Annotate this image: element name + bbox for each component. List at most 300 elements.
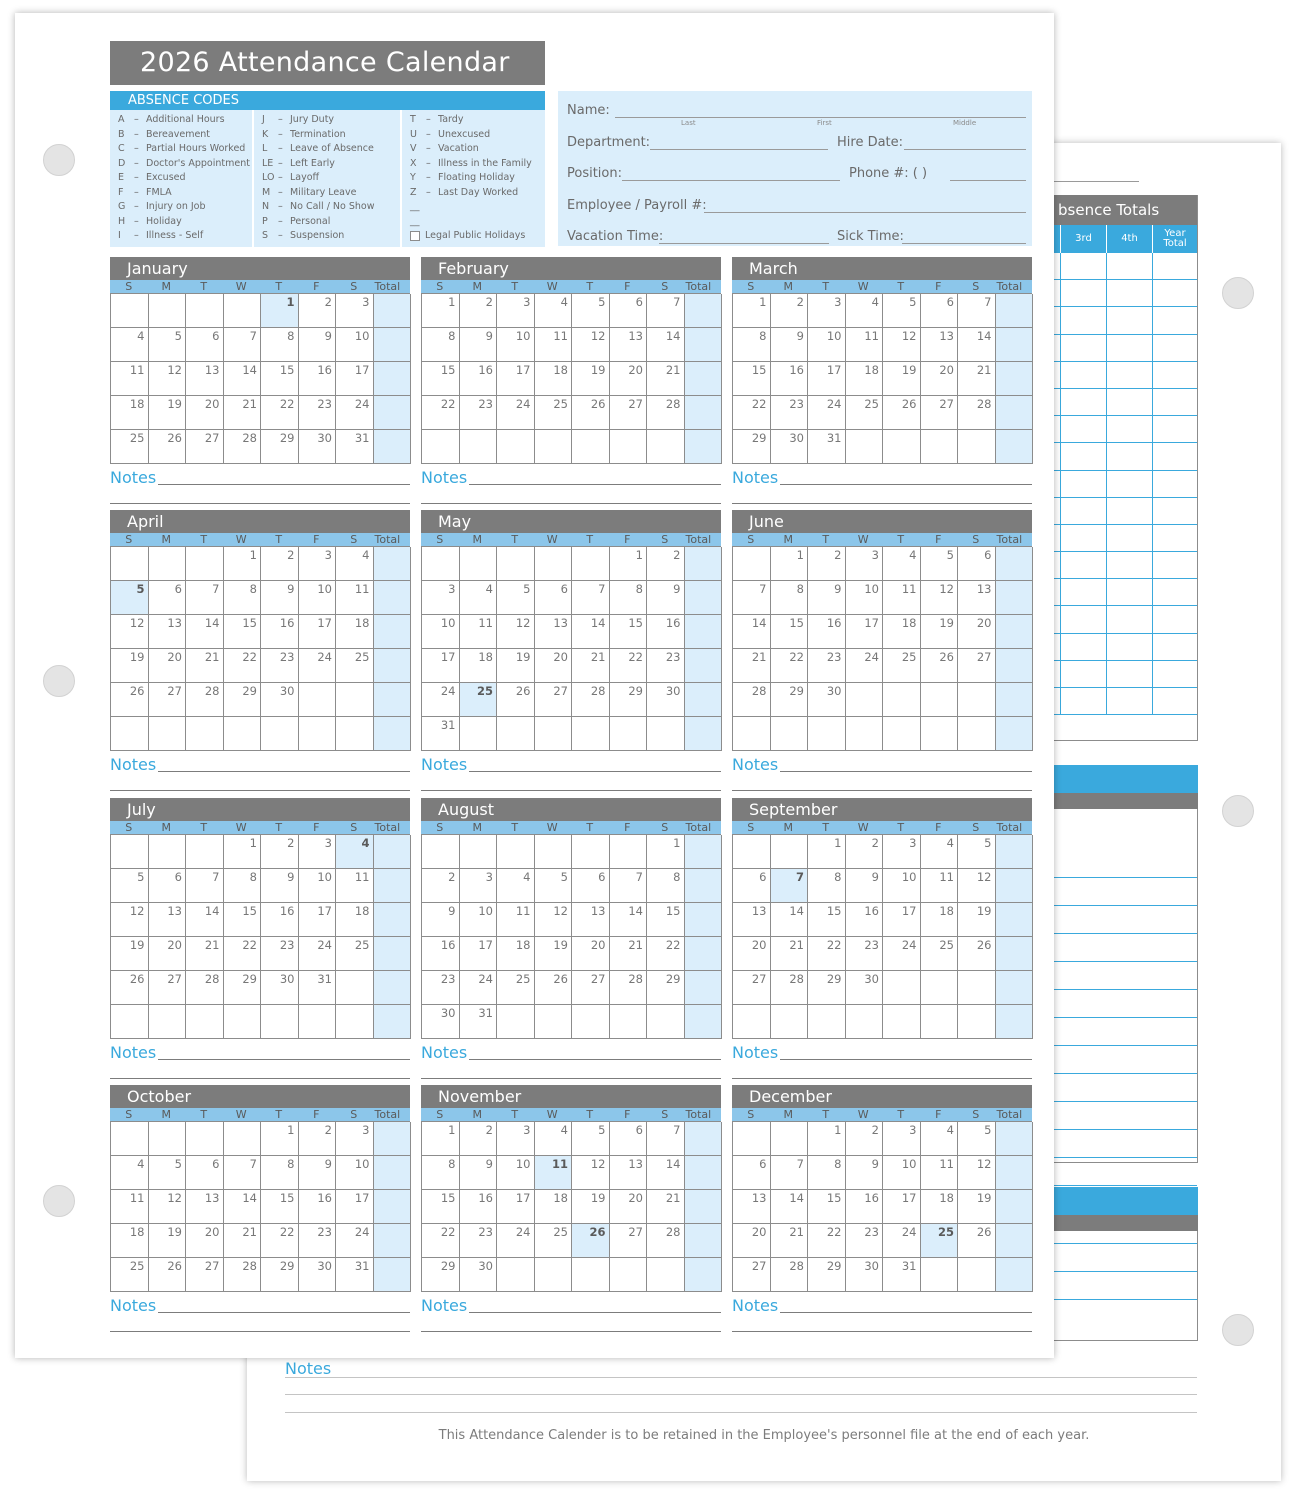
day-cell[interactable]: 2 [846,835,884,869]
empty-day-cell[interactable] [647,430,685,464]
day-cell[interactable]: 26 [921,649,959,683]
day-cell[interactable]: 4 [497,869,535,903]
empty-day-cell[interactable] [111,1005,149,1039]
day-cell[interactable]: 4 [111,1156,149,1190]
day-cell[interactable]: 4 [535,294,573,328]
day-cell[interactable]: 6 [610,294,648,328]
week-total-cell[interactable] [374,869,412,903]
day-cell[interactable]: 1 [261,1122,299,1156]
day-cell[interactable]: 11 [921,869,959,903]
week-total-cell[interactable] [685,1190,723,1224]
day-cell[interactable]: 28 [771,1258,809,1292]
empty-day-cell[interactable] [958,1258,996,1292]
day-cell[interactable]: 21 [186,937,224,971]
day-cell[interactable]: 19 [149,1224,187,1258]
day-cell[interactable]: 15 [261,1190,299,1224]
week-total-cell[interactable] [996,1224,1034,1258]
day-cell[interactable]: 13 [610,328,648,362]
empty-day-cell[interactable] [149,1122,187,1156]
day-cell[interactable]: 1 [647,835,685,869]
day-cell[interactable]: 23 [460,396,498,430]
day-cell[interactable]: 29 [224,683,262,717]
day-cell[interactable]: 6 [572,869,610,903]
empty-day-cell[interactable] [958,430,996,464]
totals-cell[interactable] [1060,416,1106,442]
day-cell[interactable]: 12 [149,1190,187,1224]
day-cell[interactable]: 22 [808,1224,846,1258]
day-cell[interactable]: 26 [111,683,149,717]
payroll-field[interactable] [704,212,1026,213]
day-cell[interactable]: 16 [422,937,460,971]
day-cell[interactable]: 24 [497,1224,535,1258]
day-cell[interactable]: 15 [808,1190,846,1224]
day-cell[interactable]: 14 [572,615,610,649]
day-cell[interactable]: 11 [336,581,374,615]
day-cell[interactable]: 22 [224,937,262,971]
totals-cell[interactable] [1106,335,1152,361]
empty-day-cell[interactable] [224,717,262,751]
day-cell[interactable]: 13 [733,1190,771,1224]
day-cell[interactable]: 17 [460,937,498,971]
day-cell[interactable]: 10 [808,328,846,362]
day-cell[interactable]: 21 [771,1224,809,1258]
day-cell[interactable]: 27 [535,683,573,717]
totals-cell[interactable] [1060,498,1106,524]
empty-day-cell[interactable] [111,547,149,581]
day-cell[interactable]: 21 [958,362,996,396]
week-total-cell[interactable] [374,683,412,717]
totals-cell[interactable] [1152,307,1197,333]
empty-day-cell[interactable] [497,430,535,464]
notes-line[interactable] [732,790,1032,791]
day-cell[interactable]: 20 [733,1224,771,1258]
week-total-cell[interactable] [685,835,723,869]
day-cell[interactable]: 12 [111,903,149,937]
day-cell[interactable]: 2 [846,1122,884,1156]
week-total-cell[interactable] [996,683,1034,717]
week-total-cell[interactable] [996,1122,1034,1156]
day-cell[interactable]: 27 [149,971,187,1005]
empty-day-cell[interactable] [149,1005,187,1039]
day-cell[interactable]: 20 [921,362,959,396]
day-cell[interactable]: 3 [883,835,921,869]
day-cell[interactable]: 3 [299,547,337,581]
week-total-cell[interactable] [996,547,1034,581]
day-cell[interactable]: 1 [733,294,771,328]
day-cell[interactable]: 25 [336,649,374,683]
empty-day-cell[interactable] [647,1005,685,1039]
day-cell[interactable]: 4 [535,1122,573,1156]
day-cell[interactable]: 18 [535,362,573,396]
day-cell[interactable]: 15 [610,615,648,649]
day-cell[interactable]: 29 [808,971,846,1005]
empty-day-cell[interactable] [771,1122,809,1156]
notes-line[interactable] [110,503,410,504]
notes-line[interactable] [110,1078,410,1079]
day-cell[interactable]: 8 [808,869,846,903]
week-total-cell[interactable] [374,1190,412,1224]
day-cell[interactable]: 26 [958,1224,996,1258]
day-cell[interactable]: 24 [299,937,337,971]
empty-day-cell[interactable] [422,547,460,581]
day-cell[interactable]: 22 [733,396,771,430]
day-cell[interactable]: 8 [647,869,685,903]
day-cell[interactable]: 17 [336,1190,374,1224]
empty-day-cell[interactable] [883,717,921,751]
day-cell[interactable]: 15 [771,615,809,649]
day-cell[interactable]: 9 [647,581,685,615]
day-cell[interactable]: 8 [808,1156,846,1190]
totals-cell[interactable] [1106,389,1152,415]
day-cell[interactable]: 20 [535,649,573,683]
day-cell[interactable]: 22 [771,649,809,683]
empty-day-cell[interactable] [572,717,610,751]
day-cell[interactable]: 2 [647,547,685,581]
day-cell[interactable]: 1 [422,1122,460,1156]
day-cell[interactable]: 30 [647,683,685,717]
week-total-cell[interactable] [685,869,723,903]
day-cell[interactable]: 16 [460,362,498,396]
totals-cell[interactable] [1152,579,1197,605]
day-cell[interactable]: 11 [497,903,535,937]
day-cell[interactable]: 28 [186,683,224,717]
day-cell[interactable]: 10 [299,581,337,615]
empty-day-cell[interactable] [921,1005,959,1039]
day-cell[interactable]: 7 [647,1122,685,1156]
totals-cell[interactable] [1152,389,1197,415]
day-cell[interactable]: 24 [497,396,535,430]
day-cell[interactable]: 28 [647,1224,685,1258]
day-cell[interactable]: 27 [733,971,771,1005]
day-cell[interactable]: 3 [497,294,535,328]
day-cell[interactable]: 15 [808,903,846,937]
day-cell[interactable]: 29 [733,430,771,464]
empty-day-cell[interactable] [921,430,959,464]
day-cell[interactable]: 10 [422,615,460,649]
day-cell[interactable]: 30 [771,430,809,464]
day-cell[interactable]: 31 [336,430,374,464]
totals-cell[interactable] [1106,525,1152,551]
totals-cell[interactable] [1060,280,1106,306]
day-cell[interactable]: 10 [846,581,884,615]
day-cell[interactable]: 31 [883,1258,921,1292]
day-cell[interactable]: 15 [261,362,299,396]
day-cell[interactable]: 20 [186,1224,224,1258]
week-total-cell[interactable] [996,971,1034,1005]
week-total-cell[interactable] [374,717,412,751]
day-cell[interactable]: 18 [846,362,884,396]
day-cell[interactable]: 16 [299,362,337,396]
week-total-cell[interactable] [685,615,723,649]
notes-line[interactable] [780,1059,1032,1060]
empty-day-cell[interactable] [883,1005,921,1039]
empty-day-cell[interactable] [497,717,535,751]
totals-cell[interactable] [1106,606,1152,632]
day-cell[interactable]: 31 [808,430,846,464]
day-cell[interactable]: 3 [497,1122,535,1156]
day-cell[interactable]: 7 [572,581,610,615]
day-cell[interactable]: 3 [422,581,460,615]
empty-day-cell[interactable] [572,430,610,464]
day-cell[interactable]: 5 [535,869,573,903]
empty-day-cell[interactable] [535,430,573,464]
totals-cell[interactable] [1152,471,1197,497]
totals-cell[interactable] [1060,661,1106,687]
day-cell[interactable]: 5 [572,1122,610,1156]
day-cell[interactable]: 25 [497,971,535,1005]
notes-line[interactable] [780,771,1032,772]
day-cell[interactable]: 10 [883,869,921,903]
day-cell[interactable]: 29 [261,430,299,464]
notes-line[interactable] [421,1331,721,1332]
day-cell[interactable]: 23 [299,396,337,430]
day-cell[interactable]: 20 [610,1190,648,1224]
day-cell[interactable]: 3 [299,835,337,869]
day-cell[interactable]: 31 [460,1005,498,1039]
week-total-cell[interactable] [374,1005,412,1039]
day-cell[interactable]: 23 [299,1224,337,1258]
day-cell[interactable]: 30 [846,971,884,1005]
day-cell[interactable]: 8 [733,328,771,362]
day-cell[interactable]: 17 [497,362,535,396]
week-total-cell[interactable] [685,547,723,581]
empty-day-cell[interactable] [958,717,996,751]
day-cell[interactable]: 19 [572,362,610,396]
totals-cell[interactable] [1060,389,1106,415]
day-cell[interactable]: 2 [808,547,846,581]
day-cell[interactable]: 28 [186,971,224,1005]
week-total-cell[interactable] [685,1258,723,1292]
day-cell[interactable]: 24 [846,649,884,683]
empty-day-cell[interactable] [224,294,262,328]
empty-day-cell[interactable] [111,835,149,869]
totals-cell[interactable] [1060,471,1106,497]
day-cell[interactable]: 29 [771,683,809,717]
day-cell[interactable]: 23 [422,971,460,1005]
week-total-cell[interactable] [996,362,1034,396]
day-cell[interactable]: 21 [647,362,685,396]
day-cell[interactable]: 14 [224,1190,262,1224]
day-cell[interactable]: 16 [261,903,299,937]
day-cell[interactable]: 17 [883,1190,921,1224]
empty-day-cell[interactable] [610,1005,648,1039]
week-total-cell[interactable] [685,937,723,971]
day-cell[interactable]: 9 [299,1156,337,1190]
day-cell[interactable]: 30 [299,1258,337,1292]
day-cell[interactable]: 10 [336,328,374,362]
empty-day-cell[interactable] [846,683,884,717]
week-total-cell[interactable] [374,328,412,362]
day-cell[interactable]: 11 [535,328,573,362]
day-cell[interactable]: 29 [224,971,262,1005]
week-total-cell[interactable] [996,328,1034,362]
day-cell[interactable]: 7 [186,869,224,903]
day-cell[interactable]: 18 [497,937,535,971]
day-cell[interactable]: 25 [535,1224,573,1258]
totals-cell[interactable] [1106,661,1152,687]
day-cell[interactable]: 19 [572,1190,610,1224]
empty-day-cell[interactable] [535,835,573,869]
day-cell[interactable]: 28 [610,971,648,1005]
totals-cell[interactable] [1152,443,1197,469]
day-cell[interactable]: 7 [186,581,224,615]
notes-line[interactable] [421,790,721,791]
day-cell[interactable]: 26 [497,683,535,717]
totals-cell[interactable] [1060,362,1106,388]
day-cell[interactable]: 29 [808,1258,846,1292]
day-cell[interactable]: 9 [846,1156,884,1190]
day-cell[interactable]: 23 [261,649,299,683]
holiday-day-cell[interactable]: 1 [261,294,299,328]
totals-cell[interactable] [1152,525,1197,551]
week-total-cell[interactable] [374,294,412,328]
day-cell[interactable]: 8 [224,581,262,615]
week-total-cell[interactable] [374,903,412,937]
day-cell[interactable]: 20 [149,649,187,683]
day-cell[interactable]: 16 [846,903,884,937]
day-cell[interactable]: 27 [610,396,648,430]
empty-day-cell[interactable] [958,1005,996,1039]
day-cell[interactable]: 8 [422,328,460,362]
day-cell[interactable]: 22 [261,1224,299,1258]
day-cell[interactable]: 23 [808,649,846,683]
empty-day-cell[interactable] [186,547,224,581]
week-total-cell[interactable] [996,615,1034,649]
day-cell[interactable]: 13 [186,1190,224,1224]
day-cell[interactable]: 24 [336,396,374,430]
empty-day-cell[interactable] [572,1005,610,1039]
day-cell[interactable]: 14 [647,328,685,362]
empty-day-cell[interactable] [299,683,337,717]
day-cell[interactable]: 13 [572,903,610,937]
day-cell[interactable]: 22 [422,396,460,430]
day-cell[interactable]: 12 [883,328,921,362]
week-total-cell[interactable] [374,430,412,464]
day-cell[interactable]: 17 [883,903,921,937]
day-cell[interactable]: 18 [921,903,959,937]
empty-day-cell[interactable] [771,717,809,751]
totals-cell[interactable] [1152,661,1197,687]
empty-day-cell[interactable] [883,430,921,464]
day-cell[interactable]: 31 [422,717,460,751]
day-cell[interactable]: 2 [299,294,337,328]
notes-line[interactable] [780,484,1032,485]
day-cell[interactable]: 15 [647,903,685,937]
day-cell[interactable]: 10 [460,903,498,937]
day-cell[interactable]: 25 [846,396,884,430]
empty-day-cell[interactable] [186,1122,224,1156]
day-cell[interactable]: 4 [921,1122,959,1156]
totals-cell[interactable] [1060,307,1106,333]
day-cell[interactable]: 28 [733,683,771,717]
day-cell[interactable]: 15 [422,362,460,396]
empty-day-cell[interactable] [572,547,610,581]
day-cell[interactable]: 1 [808,1122,846,1156]
day-cell[interactable]: 30 [261,971,299,1005]
week-total-cell[interactable] [996,717,1034,751]
totals-cell[interactable] [1106,634,1152,660]
day-cell[interactable]: 23 [846,1224,884,1258]
day-cell[interactable]: 16 [771,362,809,396]
day-cell[interactable]: 6 [921,294,959,328]
day-cell[interactable]: 10 [299,869,337,903]
day-cell[interactable]: 8 [261,1156,299,1190]
notes-line[interactable] [732,503,1032,504]
day-cell[interactable]: 30 [846,1258,884,1292]
day-cell[interactable]: 9 [261,869,299,903]
week-total-cell[interactable] [996,937,1034,971]
day-cell[interactable]: 21 [733,649,771,683]
empty-day-cell[interactable] [846,430,884,464]
week-total-cell[interactable] [996,649,1034,683]
day-cell[interactable]: 6 [186,328,224,362]
empty-day-cell[interactable] [808,717,846,751]
totals-cell[interactable] [1152,688,1197,714]
week-total-cell[interactable] [996,835,1034,869]
day-cell[interactable]: 24 [460,971,498,1005]
position-field[interactable] [622,180,840,181]
empty-day-cell[interactable] [224,1005,262,1039]
day-cell[interactable]: 9 [299,328,337,362]
day-cell[interactable]: 22 [224,649,262,683]
day-cell[interactable]: 21 [224,1224,262,1258]
day-cell[interactable]: 16 [460,1190,498,1224]
totals-cell[interactable] [1106,443,1152,469]
empty-day-cell[interactable] [846,1005,884,1039]
week-total-cell[interactable] [685,396,723,430]
week-total-cell[interactable] [996,1156,1034,1190]
totals-cell[interactable] [1106,253,1152,279]
week-total-cell[interactable] [685,649,723,683]
day-cell[interactable]: 20 [610,362,648,396]
notes-line[interactable] [780,1312,1032,1313]
empty-day-cell[interactable] [733,717,771,751]
day-cell[interactable]: 3 [336,294,374,328]
notes-line[interactable] [469,1059,721,1060]
notes-line[interactable] [110,790,410,791]
day-cell[interactable]: 18 [921,1190,959,1224]
day-cell[interactable]: 22 [422,1224,460,1258]
day-cell[interactable]: 14 [771,1190,809,1224]
week-total-cell[interactable] [996,1005,1034,1039]
day-cell[interactable]: 2 [261,547,299,581]
empty-day-cell[interactable] [149,835,187,869]
day-cell[interactable]: 11 [111,362,149,396]
week-total-cell[interactable] [374,1122,412,1156]
day-cell[interactable]: 11 [460,615,498,649]
day-cell[interactable]: 9 [460,328,498,362]
notes-line[interactable] [732,1331,1032,1332]
week-total-cell[interactable] [685,294,723,328]
day-cell[interactable]: 26 [572,396,610,430]
day-cell[interactable]: 23 [261,937,299,971]
day-cell[interactable]: 15 [224,903,262,937]
day-cell[interactable]: 12 [497,615,535,649]
day-cell[interactable]: 21 [572,649,610,683]
day-cell[interactable]: 15 [733,362,771,396]
day-cell[interactable]: 2 [422,869,460,903]
day-cell[interactable]: 5 [958,835,996,869]
empty-day-cell[interactable] [336,717,374,751]
day-cell[interactable]: 13 [535,615,573,649]
day-cell[interactable]: 27 [921,396,959,430]
day-cell[interactable]: 28 [224,430,262,464]
day-cell[interactable]: 30 [299,430,337,464]
phone-field[interactable] [950,180,1026,181]
day-cell[interactable]: 19 [535,937,573,971]
day-cell[interactable]: 7 [224,1156,262,1190]
day-cell[interactable]: 5 [497,581,535,615]
